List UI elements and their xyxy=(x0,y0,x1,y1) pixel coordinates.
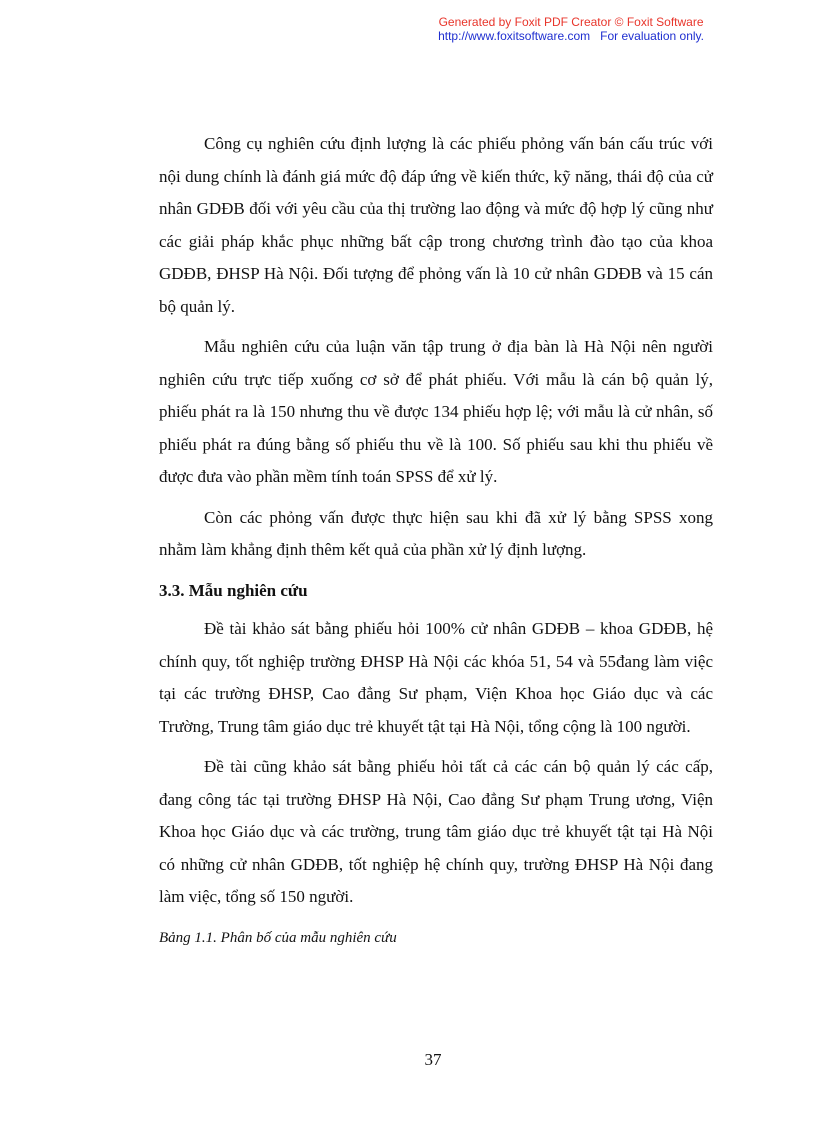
foxit-watermark xyxy=(438,15,704,43)
paragraph-sample-location: Mẫu nghiên cứu của luận văn tập trung ở địa bàn là Hà Nội nên người nghiên cứu trực tiếp xuống cơ sở để phát phiếu. Với mẫu là cán bộ quản lý, phiếu phát ra là 150 nhưng thu về được 134 phiếu hợp lệ; với mẫu là cử nhân, số phiếu phát ra đúng bằng số phiếu thu về là 100. Số phiếu sau khi thu phiếu về được đưa vào phần mềm tính toán SPSS để xử lý. xyxy=(159,337,713,486)
paragraph-interviews: Còn các phỏng vấn được thực hiện sau khi đã xử lý bằng SPSS xong nhằm làm khẳng định thêm kết quả của phần xử lý định lượng. xyxy=(159,507,713,559)
page-number: 37 xyxy=(424,1050,442,1069)
paragraph-graduates-survey: Đề tài khảo sát bằng phiếu hỏi 100% cử nhân GDĐB – khoa GDĐB, hệ chính quy, tốt nghiệp trường ĐHSP Hà Nội các khóa 51, 54 và 55đang làm việc tại các trường ĐHSP, Cao đẳng Sư phạm, Viện Khoa học Giáo dục và các Trường, Trung tâm giáo dục trẻ khuyết tật tại Hà Nội, tổng cộng là 100 người. xyxy=(159,619,713,736)
watermark-generator-text: Generated by Foxit PDF Creator © Foxit Software xyxy=(438,15,704,29)
paragraph-quantitative-tools: Công cụ nghiên cứu định lượng là các phiếu phỏng vấn bán cấu trúc với nội dung chính là đánh giá mức độ đáp ứng về kiến thức, kỹ năng, thái độ của cử nhân GDĐB đối với yêu cầu của thị trường lao động và mức độ hợp lý cũng như các giải pháp khắc phục những bất cập trong chương trình đào tạo của khoa GDĐB, ĐHSP Hà Nội. Đối tượng để phỏng vấn là 10 cử nhân GDĐB và 15 cán bộ quản lý. xyxy=(159,134,713,316)
table-caption: Bảng 1.1. Phân bố của mẫu nghiên cứu xyxy=(159,929,397,946)
watermark-url[interactable]: http://www.foxitsoftware.com xyxy=(438,29,591,43)
document-body xyxy=(159,128,713,962)
watermark-evaluation-note: For evaluation only. xyxy=(600,29,704,43)
watermark-url-line xyxy=(438,29,704,43)
paragraph-managers-survey: Đề tài cũng khảo sát bằng phiếu hỏi tất cả các cán bộ quản lý các cấp, đang công tác tại trường ĐHSP Hà Nội, Cao đẳng Sư phạm Trung ương, Viện Khoa học Giáo dục và các trường, trung tâm giáo dục trẻ khuyết tật tại Hà Nội có những cử nhân GDĐB, tốt nghiệp hệ chính quy, trường ĐHSP Hà Nội đang làm việc, tổng số 150 người. xyxy=(159,757,713,906)
section-heading: 3.3. Mẫu nghiên cứu xyxy=(159,580,308,600)
